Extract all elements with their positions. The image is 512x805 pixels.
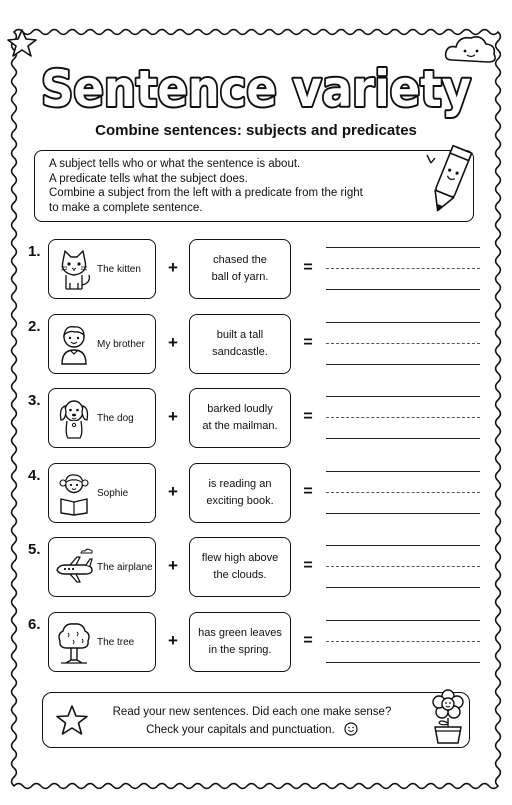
instruction-line: A subject tells who or what the sentence is about. <box>49 158 301 170</box>
subject-card <box>48 612 156 672</box>
exercise-number: 5. <box>28 541 41 558</box>
plus-sign: + <box>168 333 178 352</box>
page-subtitle: Combine sentences: subjects and predicates <box>95 122 417 139</box>
subject-text: The tree <box>97 636 135 648</box>
subject-card <box>48 388 156 448</box>
equals-sign: = <box>303 259 313 276</box>
subject-text: The dog <box>97 412 134 424</box>
subject-text: Sophie <box>97 487 129 499</box>
subject-text: The kitten <box>97 263 141 275</box>
flower-pot-icon <box>427 687 469 745</box>
subject-card <box>48 537 156 597</box>
exercise-number: 1. <box>28 243 41 260</box>
instruction-line: Combine a subject from the left with a predicate from the right <box>49 187 363 199</box>
predicate-text: flew high above <box>201 552 279 564</box>
subject-text: My brother <box>97 338 145 350</box>
predicate-text: sandcastle. <box>212 346 268 358</box>
equals-sign: = <box>303 334 313 351</box>
exercise-number: 3. <box>28 392 41 409</box>
predicate-text: built a tall <box>216 329 264 341</box>
predicate-card <box>189 388 291 448</box>
dog-icon <box>55 396 95 442</box>
equals-sign: = <box>303 632 313 649</box>
plus-sign: + <box>168 631 178 650</box>
airplane-icon <box>55 545 95 591</box>
plus-sign: + <box>168 258 178 277</box>
instructions-box <box>34 150 474 222</box>
exercise-number: 2. <box>28 318 41 335</box>
subject-card <box>48 463 156 523</box>
predicate-card <box>189 314 291 374</box>
plus-sign: + <box>168 407 178 426</box>
footer-line: Check your capitals and punctuation. <box>146 724 335 736</box>
subject-card <box>48 314 156 374</box>
predicate-text: in the spring. <box>208 644 272 656</box>
subject-card <box>48 239 156 299</box>
footer-line: Read your new sentences. Did each one make sense? <box>112 706 392 718</box>
instruction-line: to make a complete sentence. <box>49 201 203 214</box>
predicate-text: the clouds. <box>213 569 267 581</box>
tree-icon <box>55 620 95 666</box>
predicate-text: chased the <box>213 254 267 266</box>
predicate-text: is reading an <box>208 478 272 490</box>
boy-icon <box>55 322 95 368</box>
equals-sign: = <box>303 483 313 500</box>
smiley-icon <box>344 722 358 736</box>
equals-sign: = <box>303 557 313 574</box>
predicate-card <box>189 612 291 672</box>
predicate-text: exciting book. <box>206 495 274 507</box>
exercise-number: 4. <box>28 467 41 484</box>
pencil-icon <box>423 141 477 219</box>
predicate-text: barked loudly <box>207 403 273 415</box>
instruction-line: A predicate tells what the subject does. <box>49 172 248 185</box>
girl-reading-icon <box>55 471 95 517</box>
cat-icon <box>55 247 95 293</box>
star-icon <box>55 703 89 737</box>
predicate-text: at the mailman. <box>202 420 278 432</box>
predicate-card <box>189 239 291 299</box>
predicate-card <box>189 463 291 523</box>
page-title <box>30 48 482 130</box>
exercise-number: 6. <box>28 616 41 633</box>
predicate-text: has green leaves <box>198 627 282 639</box>
footer-box <box>42 692 470 748</box>
equals-sign: = <box>303 408 313 425</box>
plus-sign: + <box>168 556 178 575</box>
predicate-text: ball of yarn. <box>211 271 269 283</box>
subject-text: The airplane <box>97 561 153 573</box>
svg-text:Sentence variety: Sentence variety <box>41 60 471 118</box>
predicate-card <box>189 537 291 597</box>
plus-sign: + <box>168 482 178 501</box>
